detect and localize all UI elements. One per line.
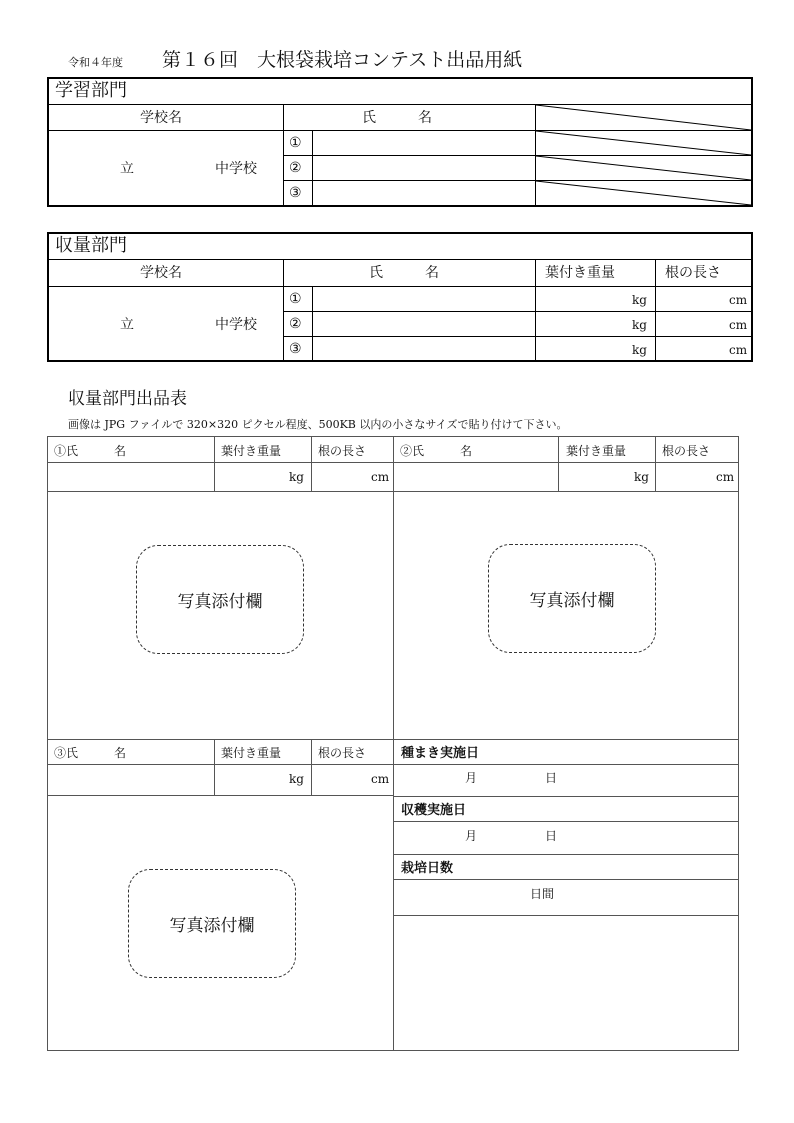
entry-2-weight-label: 葉付き重量 [566, 444, 627, 458]
harvest-day-unit: 日 [545, 829, 558, 843]
entry-3-length-field[interactable] [312, 765, 367, 794]
sowing-day-unit: 日 [545, 771, 558, 785]
learning-row-2-number: ② [289, 160, 302, 176]
entry-3-kg-unit: kg [289, 772, 304, 786]
harvest-date-label: 収穫実施日 [401, 803, 467, 818]
entry-1-name-field[interactable] [48, 463, 213, 490]
harvest-month-unit: 月 [465, 829, 478, 843]
yield-row-2-kg: kg [632, 318, 647, 332]
entry-3-weight-field[interactable] [215, 765, 285, 794]
entry-2-length-label: 根の長さ [662, 444, 711, 458]
learning-col-name: 氏 名 [362, 110, 432, 126]
harvest-date-field[interactable] [394, 822, 738, 853]
entry-1-length-label: 根の長さ [318, 444, 367, 458]
yield-section-title: 収量部門 [55, 235, 127, 256]
entry-2-photo-box[interactable] [488, 544, 656, 653]
entry-2-name-label: ②氏 名 [400, 444, 473, 458]
yield-name-field-3[interactable] [313, 337, 534, 360]
entry-3-length-label: 根の長さ [318, 746, 367, 760]
entry-2-photo-label: 写真添付欄 [529, 591, 615, 611]
entry-2-name-field[interactable] [394, 463, 557, 490]
page-title: 第１６回 大根袋栽培コンテスト出品用紙 [162, 49, 523, 71]
entry-3-weight-label: 葉付き重量 [221, 746, 282, 760]
learning-col-school: 学校名 [140, 110, 182, 126]
cultivation-days-unit: 日間 [530, 887, 555, 901]
yield-row-3-kg: kg [632, 343, 647, 357]
entry-1-photo-box[interactable] [136, 545, 304, 654]
entry-1-name-label: ①氏 名 [54, 444, 127, 458]
exhibit-note: 画像は JPG ファイルで 320×320 ピクセル程度、500KB 以内の小さなサイズで貼り付けて下さい。 [68, 418, 568, 431]
entry-3-name-field[interactable] [48, 765, 213, 794]
yield-school-suffix: 中学校 [215, 317, 257, 333]
yield-school-dai: 立 [120, 317, 134, 333]
entry-3-cm-unit: cm [371, 772, 390, 786]
sowing-date-label: 種まき実施日 [401, 746, 480, 761]
yield-row-3-cm: cm [729, 343, 748, 357]
entry-3-name-label: ③氏 名 [54, 746, 127, 760]
yield-col-name: 氏 名 [369, 265, 439, 281]
learning-section-title: 学習部門 [55, 80, 127, 101]
cultivation-days-field[interactable] [394, 880, 738, 914]
fiscal-year: 令和４年度 [68, 56, 123, 69]
entry-2-length-field[interactable] [656, 463, 711, 490]
entry-2-cm-unit: cm [716, 470, 735, 484]
entry-2-weight-field[interactable] [559, 463, 629, 490]
sowing-date-field[interactable] [394, 765, 738, 795]
learning-row-1-number: ① [289, 135, 302, 151]
learning-row-3-number: ③ [289, 185, 302, 201]
learning-school-suffix: 中学校 [215, 161, 257, 177]
yield-row-1-number: ① [289, 291, 302, 307]
yield-row-2-cm: cm [729, 318, 748, 332]
yield-col-weight: 葉付き重量 [545, 265, 615, 281]
entry-1-weight-field[interactable] [215, 463, 285, 490]
sowing-month-unit: 月 [465, 771, 478, 785]
entry-3-photo-label: 写真添付欄 [169, 916, 255, 936]
learning-school-dai: 立 [120, 161, 134, 177]
entry-1-photo-label: 写真添付欄 [177, 592, 263, 612]
entry-1-length-field[interactable] [312, 463, 367, 490]
yield-row-3-number: ③ [289, 341, 302, 357]
entry-1-kg-unit: kg [289, 470, 304, 484]
entry-1-cm-unit: cm [371, 470, 390, 484]
exhibit-title: 収量部門出品表 [68, 389, 187, 409]
entry-3-photo-box[interactable] [128, 869, 296, 978]
entry-1-weight-label: 葉付き重量 [221, 444, 282, 458]
entry-2-kg-unit: kg [634, 470, 649, 484]
yield-col-school: 学校名 [140, 265, 182, 281]
yield-name-field-2[interactable] [313, 312, 534, 336]
yield-col-length: 根の長さ [665, 265, 721, 281]
cultivation-days-label: 栽培日数 [401, 861, 454, 876]
yield-school-field[interactable] [49, 287, 282, 360]
yield-row-2-number: ② [289, 316, 302, 332]
yield-row-1-cm: cm [729, 293, 748, 307]
yield-row-1-kg: kg [632, 293, 647, 307]
yield-name-field-1[interactable] [313, 287, 534, 311]
